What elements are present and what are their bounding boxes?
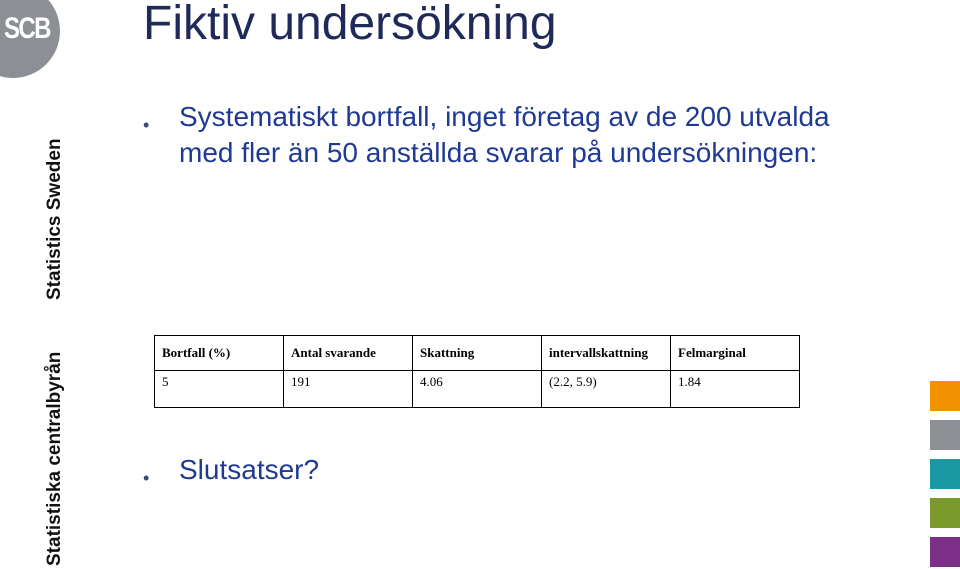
table-cell: 191 — [284, 371, 413, 408]
scb-logo — [0, 0, 60, 78]
table-header-cell: intervallskattning — [542, 336, 671, 371]
side-text-statistics-sweden: Statistics Sweden — [44, 138, 65, 300]
color-swatch — [930, 537, 960, 567]
slide-title: Fiktiv undersökning — [143, 0, 557, 50]
results-table — [154, 335, 800, 408]
bullet-text: Slutsatser? — [179, 454, 320, 485]
table-cell: 1.84 — [671, 371, 800, 408]
results-table-container — [154, 335, 800, 408]
table-header-cell: Bortfall (%) — [155, 336, 284, 371]
color-swatch — [930, 420, 960, 450]
table-header-cell: Skattning — [413, 336, 542, 371]
bullet-icon: • — [143, 468, 150, 488]
color-swatch — [930, 381, 960, 411]
table-row — [155, 371, 800, 408]
bullet-icon: • — [143, 115, 150, 135]
color-swatch — [930, 498, 960, 528]
table-cell: (2.2, 5.9) — [542, 371, 671, 408]
table-cell: 5 — [155, 371, 284, 408]
table-header-cell: Antal svarande — [284, 336, 413, 371]
table-cell: 4.06 — [413, 371, 542, 408]
side-text-statistiska-centralbyran: Statistiska centralbyrån — [44, 351, 65, 566]
logo-text: SCB — [4, 12, 50, 45]
table-header-cell: Felmarginal — [671, 336, 800, 371]
color-swatch — [930, 459, 960, 489]
table-header-row — [155, 336, 800, 371]
bullet-text: Systematiskt bortfall, inget företag av de 200 utvalda med fler än 50 anställda svarar på undersökningen: — [179, 101, 830, 168]
